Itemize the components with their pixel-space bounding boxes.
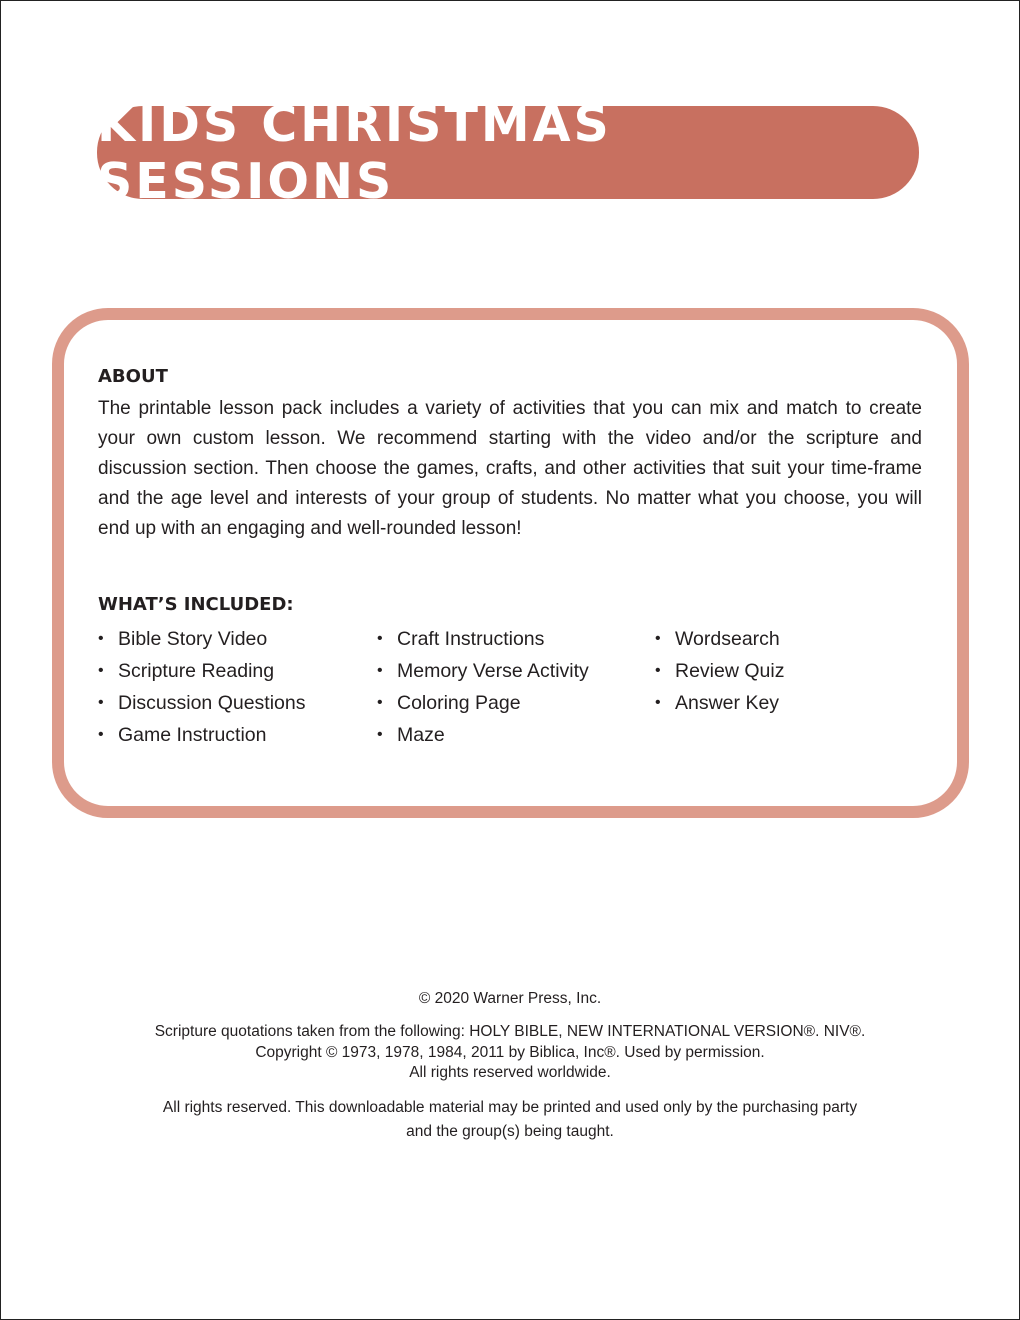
list-item: • Wordsearch (655, 623, 784, 655)
about-paragraph: The printable lesson pack includes a variety of activities that you can mix and match to create your own custom lesson. We recommend starting with the video and/or the scripture and discussion section. Then choose the games, crafts, and other activities that suit your time-frame and the age level and interests of your group of students. No matter what you choose, you will end up with an engaging and well-rounded lesson! (98, 398, 922, 539)
list-item: • Maze (377, 719, 589, 751)
bullet-icon: • (655, 662, 661, 679)
list-item: • Bible Story Video (98, 623, 306, 655)
rights-notice (60, 1096, 960, 1144)
list-item: • Review Quiz (655, 655, 784, 687)
bullet-icon: • (98, 694, 104, 711)
footer (60, 988, 960, 1144)
list-item: • Memory Verse Activity (377, 655, 589, 687)
list-item: • Craft Instructions (377, 623, 589, 655)
about-heading: ABOUT (98, 366, 168, 387)
bullet-icon: • (377, 726, 383, 743)
list-item: • Answer Key (655, 687, 784, 719)
list-item: • Game Instruction (98, 719, 306, 751)
list-item: • Discussion Questions (98, 687, 306, 719)
rights-line: and the group(s) being taught. (406, 1122, 614, 1140)
included-column-3 (655, 623, 784, 719)
scripture-line: Scripture quotations taken from the following: HOLY BIBLE, NEW INTERNATIONAL VERSION®. NIV®. (154, 1023, 866, 1040)
copyright-line: © 2020 Warner Press, Inc. (418, 990, 602, 1007)
scripture-notice (60, 1022, 960, 1084)
bullet-icon: • (98, 662, 104, 679)
title-banner (97, 95, 919, 210)
bullet-icon: • (377, 694, 383, 711)
bullet-icon: • (655, 630, 661, 647)
scripture-line: Copyright © 1973, 1978, 1984, 2011 by Biblica, Inc®. Used by permission. (255, 1043, 765, 1061)
included-column-1 (98, 623, 306, 751)
included-heading: WHAT’S INCLUDED: (98, 594, 294, 615)
bullet-icon: • (377, 662, 383, 679)
list-item: • Coloring Page (377, 687, 589, 719)
included-column-2 (377, 623, 589, 751)
bullet-icon: • (655, 694, 661, 711)
page-title: KIDS CHRISTMAS SESSIONS (97, 95, 612, 210)
bullet-icon: • (98, 726, 104, 743)
scripture-line: All rights reserved worldwide. (409, 1064, 611, 1081)
list-item: • Scripture Reading (98, 655, 306, 687)
rights-line: All rights reserved. This downloadable material may be printed and used only by the purchasing party (162, 1098, 858, 1116)
bullet-icon: • (377, 630, 383, 647)
bullet-icon: • (98, 630, 104, 647)
